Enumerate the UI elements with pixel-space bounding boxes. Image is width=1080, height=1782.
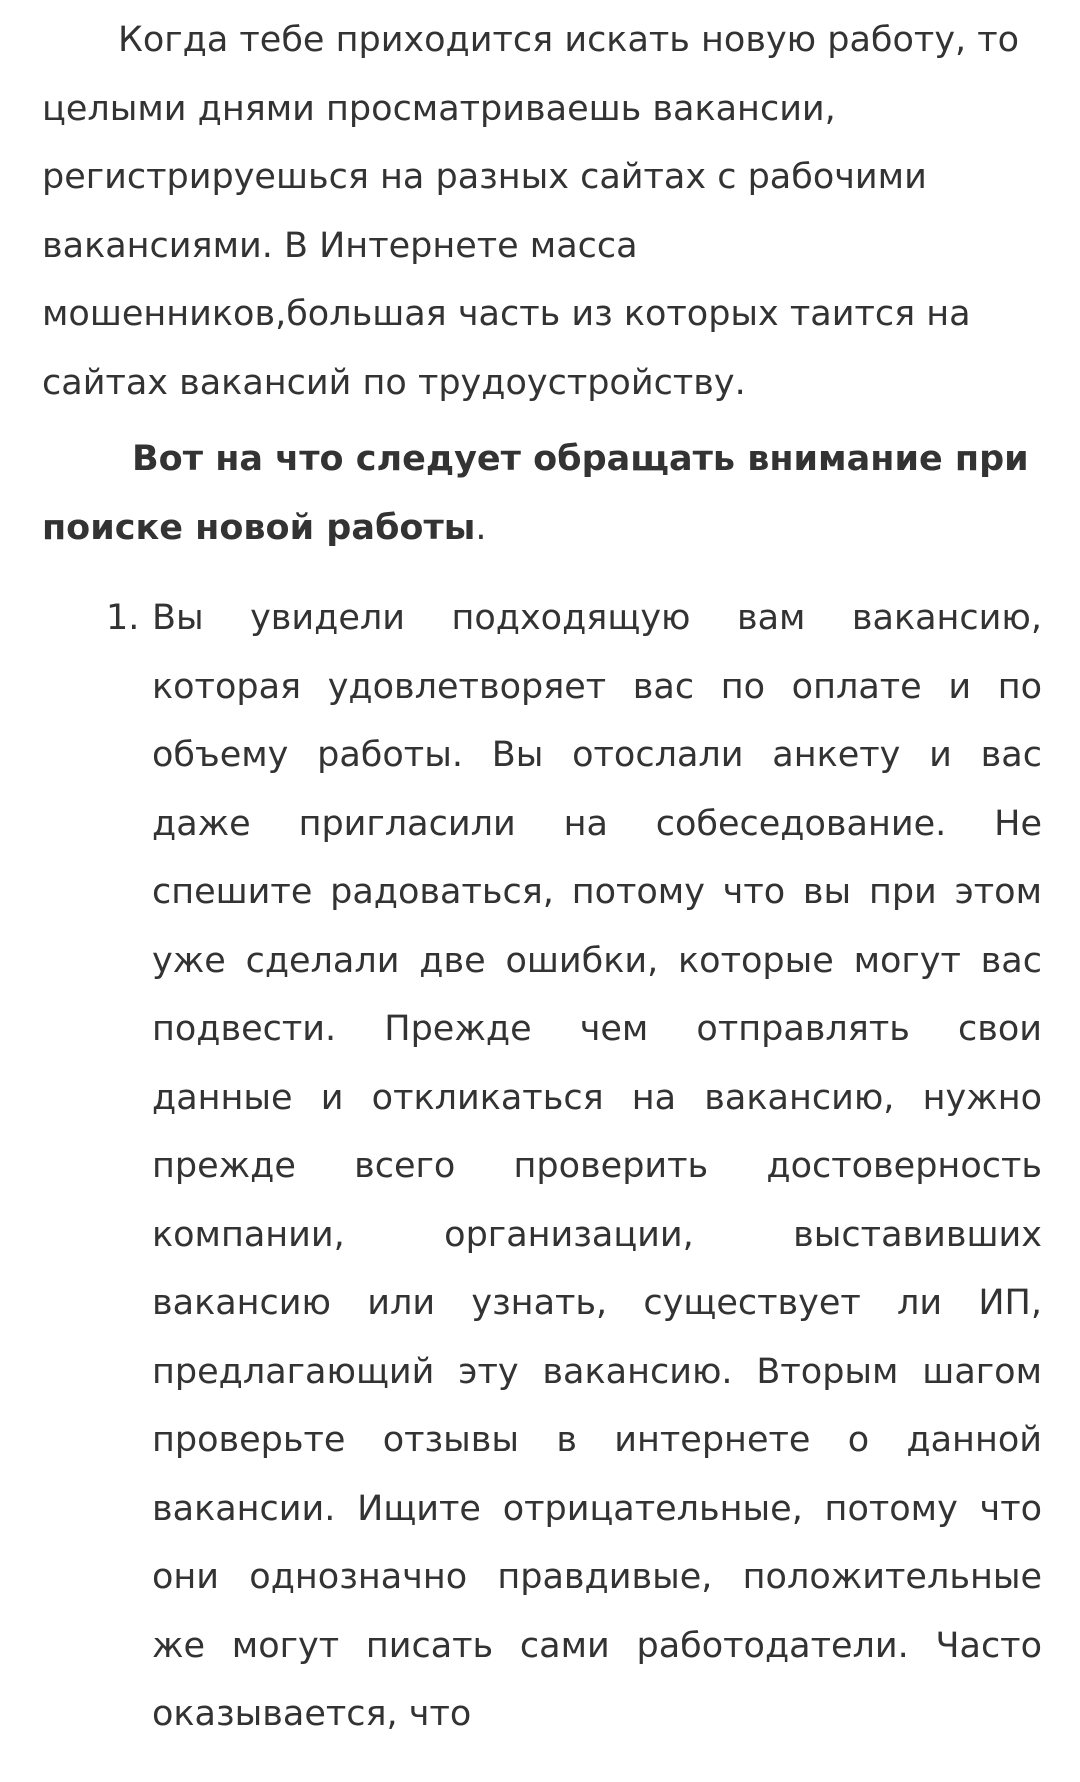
document-body (42, 0, 1042, 1749)
list-item-number: 1. (106, 598, 140, 638)
section-subheading (42, 425, 1042, 562)
intro-paragraph: Когда тебе приходится искать новую работу, то целыми днями просматриваешь вакансии, регистрируешься на разных сайтах с рабочими вакансиями. В Интернете масса мошенников,большая часть из которых таится на сайтах вакансий по трудоустройству. (42, 20, 1020, 403)
advice-list (42, 584, 1042, 1749)
subheading-bold-text: Вот на что следует обращать внимание при поиске новой работы (42, 439, 1029, 548)
list-item (42, 584, 1042, 1749)
subheading-trailing-punct: . (475, 507, 487, 548)
list-item-text: Вы увидели подходящую вам вакансию, которая удовлетворяет вас по оплате и по объему работы. Вы отослали анкету и вас даже пригласили на собеседование. Не спешите радоваться, потому что вы при этом уже сделали две ошибки, которые могут вас подвести. Прежде чем отправлять свои данные и откликаться на вакансию, нужно прежде всего проверить достоверность компании, организации, выставивших вакансию или узнать, существует ли ИП, предлагающий эту вакансию. Вторым шагом проверьте отзывы в интернете о данной вакансии. Ищите отрицательные, потому что они однозначно правдивые, положительные же могут писать сами работодатели. Часто оказывается, что (152, 598, 1042, 1734)
